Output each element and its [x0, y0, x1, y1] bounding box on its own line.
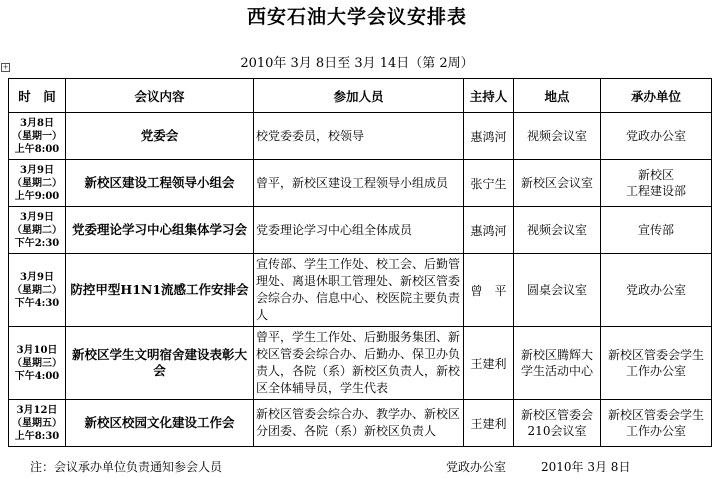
place-cell: 新校区管委会210会议室 [514, 400, 601, 447]
organizer-cell: 新校区管委会学生工作办公室 [601, 400, 712, 447]
place-cell: 圆桌会议室 [514, 254, 601, 327]
footer-office: 党政办公室 [446, 460, 507, 474]
column-header-host: 主持人 [464, 79, 514, 113]
time-cell: 3月10日 （星期三） 下午4:00 [9, 327, 66, 400]
host-cell: 惠鸿河 [464, 207, 514, 254]
time-cell: 3月9日 （星期二） 下午2:30 [9, 207, 66, 254]
footer-note: 注：会议承办单位负责通知参会人员 [30, 460, 223, 474]
time-cell: 3月9日 （星期二） 下午4:30 [9, 254, 66, 327]
organizer-cell: 宣传部 [601, 207, 712, 254]
time-cell: 3月8日 （星期一） 上午8:00 [9, 113, 66, 160]
host-cell: 张宁生 [464, 160, 514, 207]
topic-cell: 新校区建设工程领导小组会 [66, 160, 254, 207]
column-header-time: 时 间 [9, 79, 66, 113]
attendees-cell: 校党委委员，校领导 [254, 113, 464, 160]
table-row [9, 160, 712, 207]
footer-date: 2010年 3月 8日 [541, 460, 631, 474]
host-cell: 王建利 [464, 400, 514, 447]
attendees-cell: 宣传部、学生工作处、校工会、后勤管理处、离退休职工管理处、新校区管委会综合办、信息中心、校医院主要负责人 [254, 254, 464, 327]
host-cell: 曾 平 [464, 254, 514, 327]
table-row [9, 400, 712, 447]
page-title: 西安石油大学会议安排表 [246, 6, 467, 28]
place-cell: 新校区会议室 [514, 160, 601, 207]
place-cell: 新校区腾辉大学生活动中心 [514, 327, 601, 400]
column-header-topic: 会议内容 [66, 79, 254, 113]
table-row [9, 327, 712, 400]
attendees-cell: 新校区管委会综合办、教学办、新校区分团委、各院（系）新校区负责人 [254, 400, 464, 447]
attendees-cell: 曾平，新校区建设工程领导小组成员 [254, 160, 464, 207]
table-row [9, 207, 712, 254]
host-cell: 王建利 [464, 327, 514, 400]
place-cell: 视频会议室 [514, 113, 601, 160]
time-cell: 3月9日 （星期二） 上午9:00 [9, 160, 66, 207]
time-cell: 3月12日 （星期五） 上午8:30 [9, 400, 66, 447]
column-header-place: 地点 [514, 79, 601, 113]
topic-cell: 新校区校园文化建设工作会 [66, 400, 254, 447]
place-cell: 视频会议室 [514, 207, 601, 254]
topic-cell: 党委理论学习中心组集体学习会 [66, 207, 254, 254]
column-header-attendees: 参加人员 [254, 79, 464, 113]
host-cell: 惠鸿河 [464, 113, 514, 160]
attendees-cell: 党委理论学习中心组全体成员 [254, 207, 464, 254]
table-row [9, 113, 712, 160]
page-subtitle: 2010年 3月 8日至 3月 14日（第 2周） [240, 56, 474, 71]
organizer-cell: 党政办公室 [601, 254, 712, 327]
meeting-schedule-table [8, 78, 712, 447]
attendees-cell: 曾平，学生工作处、后勤服务集团、新校区管委会综合办、后勤办、保卫办负责人，各院（系）新校区负责人，新校区全体辅导员，学生代表 [254, 327, 464, 400]
organizer-cell: 新校区管委会学生工作办公室 [601, 327, 712, 400]
table-move-handle-icon[interactable]: + [2, 63, 9, 71]
topic-cell: 防控甲型H1N1流感工作安排会 [66, 254, 254, 327]
column-header-organizer: 承办单位 [601, 79, 712, 113]
table-header-row [9, 79, 712, 113]
topic-cell: 新校区学生文明宿舍建设表彰大会 [66, 327, 254, 400]
organizer-cell: 新校区 工程建设部 [601, 160, 712, 207]
table-row [9, 254, 712, 327]
organizer-cell: 党政办公室 [601, 113, 712, 160]
topic-cell: 党委会 [66, 113, 254, 160]
